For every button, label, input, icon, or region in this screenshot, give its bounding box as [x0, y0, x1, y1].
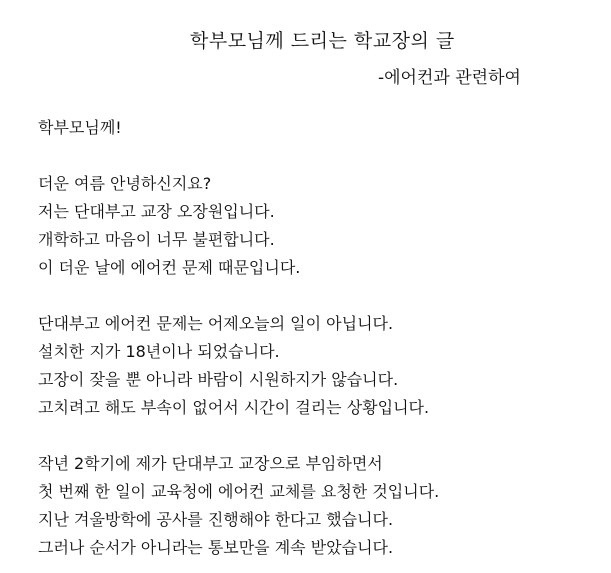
text-line: 작년 2학기에 제가 단대부고 교장으로 부임하면서 [38, 454, 383, 473]
paragraph-3 [38, 450, 598, 562]
text-line: 저는 단대부고 교장 오장원입니다. [38, 202, 275, 221]
paragraph-gap [38, 282, 598, 310]
text-line: 첫 번째 한 일이 교육청에 에어컨 교체를 요청한 것입니다. [38, 482, 440, 501]
text-line: 고장이 잦을 뿐 아니라 바람이 시원하지가 않습니다. [38, 370, 399, 389]
text-line: 개학하고 마음이 너무 불편합니다. [38, 230, 275, 249]
text-line: 이 더운 날에 에어컨 문제 때문입니다. [38, 258, 301, 277]
paragraph-gap [38, 422, 598, 450]
letter-title: 학부모님께 드리는 학교장의 글 [190, 30, 455, 52]
text-line: 고치려고 해도 부속이 없어서 시간이 걸리는 상황입니다. [38, 398, 430, 417]
paragraph-1 [38, 170, 598, 282]
paragraph-2 [38, 310, 598, 422]
letter-subtitle: -에어컨과 관련하여 [378, 68, 521, 88]
salutation: 학부모님께! [38, 118, 122, 137]
letter-body [38, 114, 598, 562]
text-line: 그러나 순서가 아니라는 통보만을 계속 받았습니다. [38, 538, 394, 557]
text-line: 단대부고 에어컨 문제는 어제오늘의 일이 아닙니다. [38, 314, 394, 333]
paragraph-gap [38, 142, 598, 170]
text-line: 지난 겨울방학에 공사를 진행해야 한다고 했습니다. [38, 510, 394, 529]
text-line: 더운 여름 안녕하신지요? [38, 174, 212, 193]
text-line: 설치한 지가 18년이나 되었습니다. [38, 342, 280, 361]
